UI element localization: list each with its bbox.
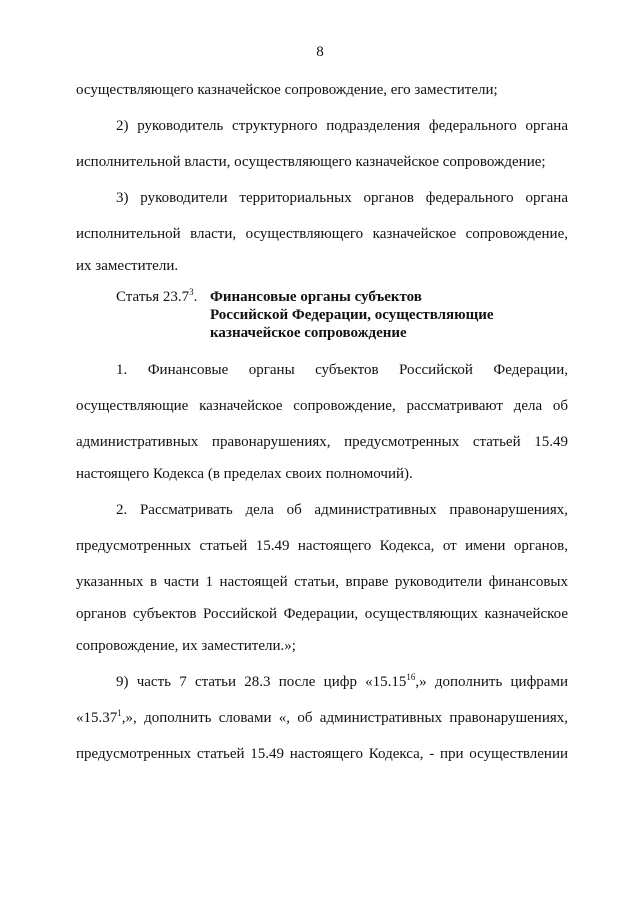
text-line: 3) руководители территориальных органов федерального органа [116, 190, 568, 206]
text-line: сопровождение, их заместители.»; [76, 638, 296, 654]
text-line: предусмотренных статьей 15.49 настоящего Кодекса, от имени органов, [76, 538, 568, 554]
text-line: исполнительной власти, осуществляющего казначейское сопровождение, [76, 226, 568, 242]
text-line: административных правонарушениях, предусмотренных статьей 15.49 [76, 434, 568, 450]
article-title-line: казначейское сопровождение [210, 325, 407, 341]
text-line: 2. Рассматривать дела об административных правонарушениях, [116, 502, 568, 518]
page-number: 8 [316, 44, 324, 60]
text-line: исполнительной власти, осуществляющего казначейское сопровождение; [76, 154, 546, 170]
article-title-line: Российской Федерации, осуществляющие [210, 307, 494, 323]
text-line: указанных в части 1 настоящей статьи, вправе руководители финансовых [76, 574, 568, 590]
text-line: 1. Финансовые органы субъектов Российской Федерации, [116, 362, 568, 378]
text-line: осуществляющие казначейское сопровождение, рассматривают дела об [76, 398, 568, 414]
text-line: настоящего Кодекса (в пределах своих полномочий). [76, 466, 413, 482]
text-line: «15.37$^1$,», дополнить словами «, об административных правонарушениях, [76, 708, 568, 726]
article-label: Статья 23.7$^3$. [116, 287, 198, 305]
article-title-line: Финансовые органы субъектов [210, 289, 422, 305]
text-line: 2) руководитель структурного подразделения федерального органа [116, 118, 568, 134]
text-line: органов субъектов Российской Федерации, осуществляющих казначейское [76, 606, 568, 622]
article-heading [116, 288, 494, 342]
text-line: 9) часть 7 статьи 28.3 после цифр «15.15$^{16}$,» дополнить цифрами [116, 672, 568, 690]
text-line: предусмотренных статьей 15.49 настоящего Кодекса, - при осуществлении [76, 746, 568, 762]
text-line: осуществляющего казначейское сопровождение, его заместители; [76, 82, 498, 98]
text-line: их заместители. [76, 258, 179, 274]
